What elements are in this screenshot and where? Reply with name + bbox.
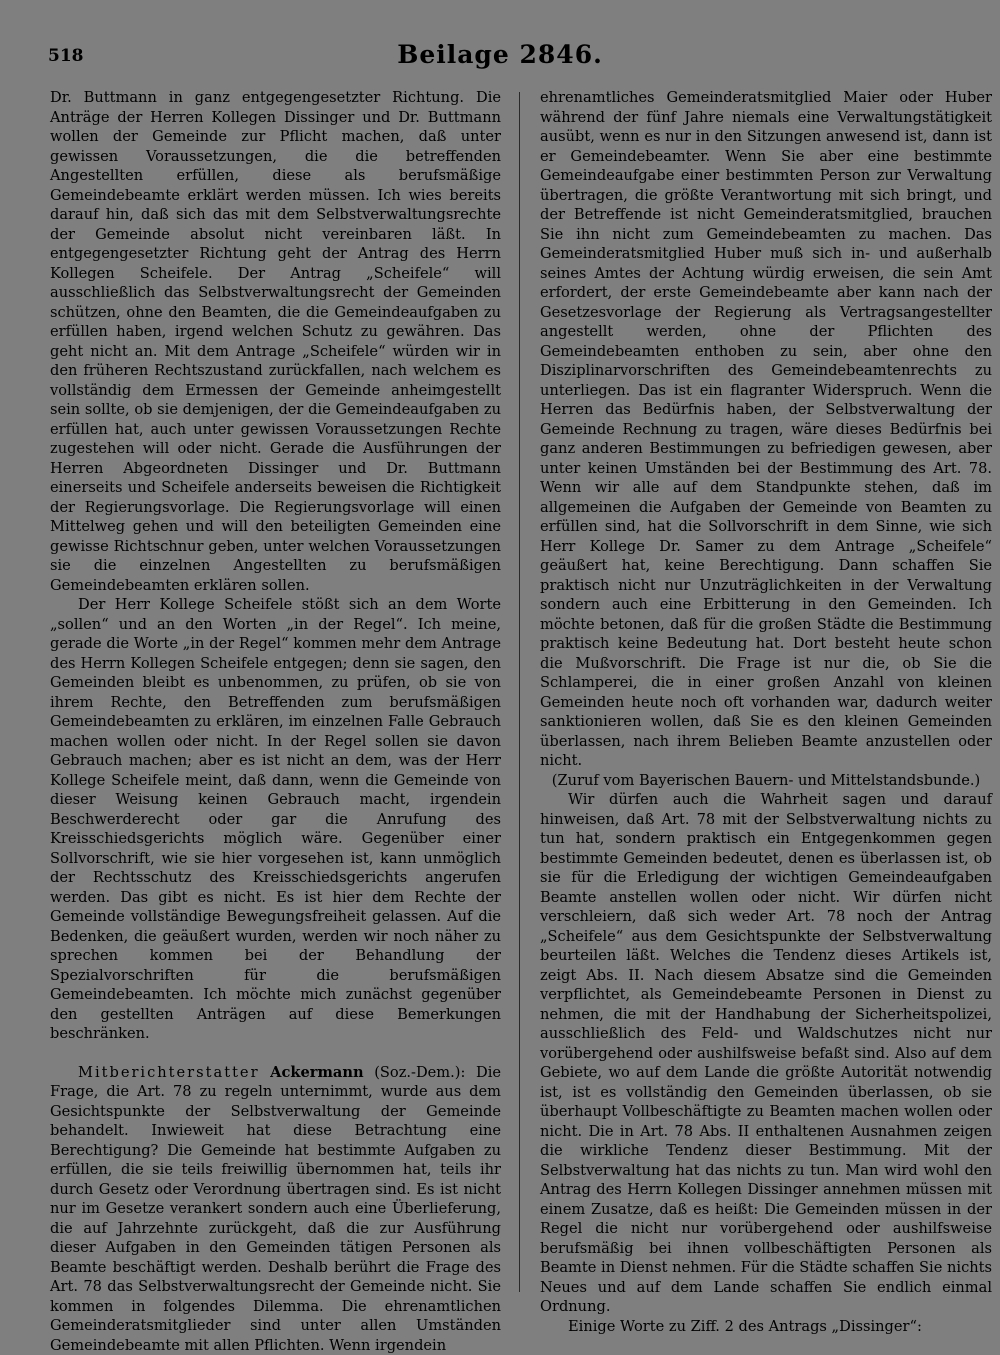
speaker-name: Ackermann [270, 1064, 363, 1081]
speaker-role: Mitberichterstatter [78, 1064, 260, 1081]
interjection: (Zuruf vom Bayerischen Bauern- und Mittelstandsbunde.) [540, 771, 992, 791]
paragraph: ehrenamtliches Gemeinderatsmitglied Maier oder Huber während der fünf Jahre niemals eine Verwaltungstätigkeit ausübt, wenn es nur in den Sitzungen anwesend ist, dann ist er Gemeindebeamter. Wenn Sie aber eine bestimmte Gemeindeaufgabe einer bestimmten Person zur Verwaltung übertragen, die größte Verantwortung mit sich bringt, und der Betreffende ist nicht Gemeinderatsmitglied, brauchen Sie ihn nicht zum Gemeindebeamten zu machen. Das Gemeinderatsmitglied Huber muß sich in- und außerhalb seines Amtes der Achtung würdig erweisen, die sein Amt erfordert, der erste Gemeindebeamte aber kann nach der Gesetzesvorlage der Regierung als Vertragsangestellter angestellt werden, ohne der Pflichten des Gemeindebeamten enthoben zu sein, aber ohne den Disziplinarvorschriften des Gemeindebeamtenrechts zu unterliegen. Das ist ein flagranter Widerspruch. Wenn die Herren das Bedürfnis haben, der Selbstverwaltung der Gemeinde Rechnung zu tragen, wäre dieses Bedürfnis bei ganz anderen Bestimmungen zu befriedigen gewesen, aber unter keinen Umständen bei der Bestimmung des Art. 78. Wenn wir alle auf dem Standpunkte stehen, daß im allgemeinen die Aufgaben der Gemeinde von Beamten zu erfüllen sind, hat die Sollvorschrift in dem Sinne, wie sich Herr Kollege Dr. Samer zu dem Antrage „Scheifele“ geäußert hat, keine Berechtigung. Dann schaffen Sie praktisch nicht nur Unzuträglichkeiten in der Verwaltung sondern auch eine Erbitterung in den Gemeinden. Ich möchte betonen, daß für die großen Städte die Bestimmung praktisch keine Bedeutung hat. Dort besteht heute schon die Mußvorschrift. Die Frage ist nur die, ob Sie die Schlamperei, die in einer großen Anzahl von kleinen Gemeinden heute noch oft vorhanden war, dadurch weiter sanktionieren wollen, daß Sie es den kleinen Gemeinden überlassen, nach ihrem Belieben Beamte anzustellen oder nicht. [540, 88, 992, 771]
paragraph: Dr. Buttmann in ganz entgegengesetzter Richtung. Die Anträge der Herren Kollegen Dissinger und Dr. Buttmann wollen der Gemeinde zur Pflicht machen, daß unter gewissen Voraussetzungen, die die betreffenden Angestellten erfüllen, diese als berufsmäßige Gemeindebeamte erklärt werden müssen. Ich wies bereits darauf hin, daß sich das mit dem Selbstverwaltungsrechte der Gemeinde absolut nicht vereinbaren läßt. In entgegengesetzter Richtung geht der Antrag des Herrn Kollegen Scheifele. Der Antrag „Scheifele“ will ausschließlich das Selbstverwaltungsrecht der Gemeinden schützen, ohne den Beamten, die die Gemeindeaufgaben zu erfüllen haben, irgend welchen Schutz zu gewähren. Das geht nicht an. Mit dem Antrage „Scheifele“ würden wir in den früheren Rechtszustand zurückfallen, nach welchem es vollständig dem Ermessen der Gemeinde anheimgestellt sein sollte, ob sie demjenigen, der die Gemeindeaufgaben zu erfüllen hat, auch unter gewissen Voraussetzungen Rechte zugestehen will oder nicht. Gerade die Ausführungen der Herren Abgeordneten Dissinger und Dr. Buttmann einerseits und Scheifele anderseits beweisen die Richtigkeit der Regierungsvorlage. Die Regierungsvorlage will einen Mittelweg gehen und will den beteiligten Gemeinden eine gewisse Richtschnur geben, unter welchen Voraussetzungen sie die einzelnen Angestellten zu berufsmäßigen Gemeindebeamten erklären sollen. [50, 88, 501, 595]
paragraph: Wir dürfen auch die Wahrheit sagen und darauf hinweisen, daß Art. 78 mit der Selbstverwaltung nichts zu tun hat, sondern praktisch ein Entgegenkommen gegen bestimmte Gemeinden bedeutet, denen es überlassen ist, ob sie für die Erledigung der wichtigen Gemeindeaufgaben Beamte anstellen wollen oder nicht. Wir dürfen nicht verschleiern, daß sich weder Art. 78 noch der Antrag „Scheifele“ aus dem Gesichtspunkte der Selbstverwaltung beurteilen läßt. Welches die Tendenz dieses Artikels ist, zeigt Abs. II. Nach diesem Absatze sind die Gemeinden verpflichtet, als Gemeindebeamte Personen in Dienst zu nehmen, die mit der Handhabung der Sicherheitspolizei, ausschließlich des Feld- und Waldschutzes nicht nur vorübergehend oder aushilfsweise befaßt sind. Also auf dem Gebiete, wo auf dem Lande die größte Autorität notwendig ist, ist es vollständig den Gemeinden überlassen, ob sie überhaupt Vollbeschäftigte zu Beamten machen wollen oder nicht. Die in Art. 78 Abs. II enthaltenen Ausnahmen zeigen die wirkliche Tendenz dieser Bestimmung. Mit der Selbstverwaltung hat das nichts zu tun. Man wird wohl den Antrag des Herrn Kollegen Dissinger annehmen müssen mit einem Zusatze, daß es heißt: Die Gemeinden müssen in der Regel die nicht nur vorübergehend oder aushilfsweise berufsmäßig bei ihnen vollbeschäftigten Personen als Beamte in Dienst nehmen. Für die Städte schaffen Sie nichts Neues und auf dem Lande schaffen Sie endlich einmal Ordnung. [540, 790, 992, 1317]
paragraph: Der Herr Kollege Scheifele stößt sich an dem Worte „sollen“ und an den Worten „in der Regel“. Ich meine, gerade die Worte „in der Regel“ kommen mehr dem Antrage des Herrn Kollegen Scheifele entgegen; denn sie sagen, den Gemeinden bleibt es unbenommen, zu prüfen, ob sie von ihrem Rechte, den Betreffenden zum berufsmäßigen Gemeindebeamten zu erklären, im einzelnen Falle Gebrauch machen wollen oder nicht. In der Regel sollen sie davon Gebrauch machen; aber es ist nicht an dem, was der Herr Kollege Scheifele meint, daß dann, wenn die Gemeinde von dieser Weisung keinen Gebrauch macht, irgendein Beschwerderecht oder gar die Anrufung des Kreisschiedsgerichts möglich wäre. Gegenüber einer Sollvorschrift, wie sie hier vorgesehen ist, kann unmöglich der Rechtsschutz des Kreisschiedsgerichts angerufen werden. Das gibt es nicht. Es ist hier dem Rechte der Gemeinde vollständige Bewegungsfreiheit gelassen. Auf die Bedenken, die geäußert wurden, werden wir noch näher zu sprechen kommen bei der Behandlung der Spezialvorschriften für die berufsmäßigen Gemeindebeamten. Ich möchte mich zunächst gegenüber den gestellten Anträgen auf diese Bemerkungen beschränken. [50, 595, 501, 1044]
page-number: 518 [48, 46, 84, 66]
speaker-paragraph [50, 1063, 501, 1355]
right-column [540, 88, 992, 1298]
paragraph: Einige Worte zu Ziff. 2 des Antrags „Dissinger“: [540, 1317, 992, 1337]
page-header [0, 40, 1000, 80]
page-title: Beilage 2846. [0, 40, 1000, 69]
speech-text: Die Frage, die Art. 78 zu regeln unternimmt, wurde aus dem Gesichtspunkte der Selbstverwaltung der Gemeinde behandelt. Inwieweit hat diese Betrachtung eine Berechtigung? Die Gemeinde hat bestimmte Aufgaben zu erfüllen, die sie teils freiwillig übernommen hat, teils ihr durch Gesetz oder Verordnung übertragen sind. Es ist nicht nur im Gesetze verankert sondern auch eine Überlieferung, die auf Jahrzehnte zurückgeht, daß die zur Ausführung dieser Aufgaben in den Gemeinden tätigen Personen als Beamte beschäftigt werden. Deshalb berührt die Frage des Art. 78 das Selbstverwaltungsrecht der Gemeinde nicht. Sie kommen in folgendes Dilemma. Die ehrenamtlichen Gemeinderatsmitglieder sind unter allen Umständen Gemeindebeamte mit allen Pflichten. Wenn irgendein [50, 1064, 501, 1354]
speaker-party: (Soz.-Dem.): [374, 1064, 465, 1081]
column-divider [519, 92, 520, 1292]
left-column [50, 88, 501, 1298]
